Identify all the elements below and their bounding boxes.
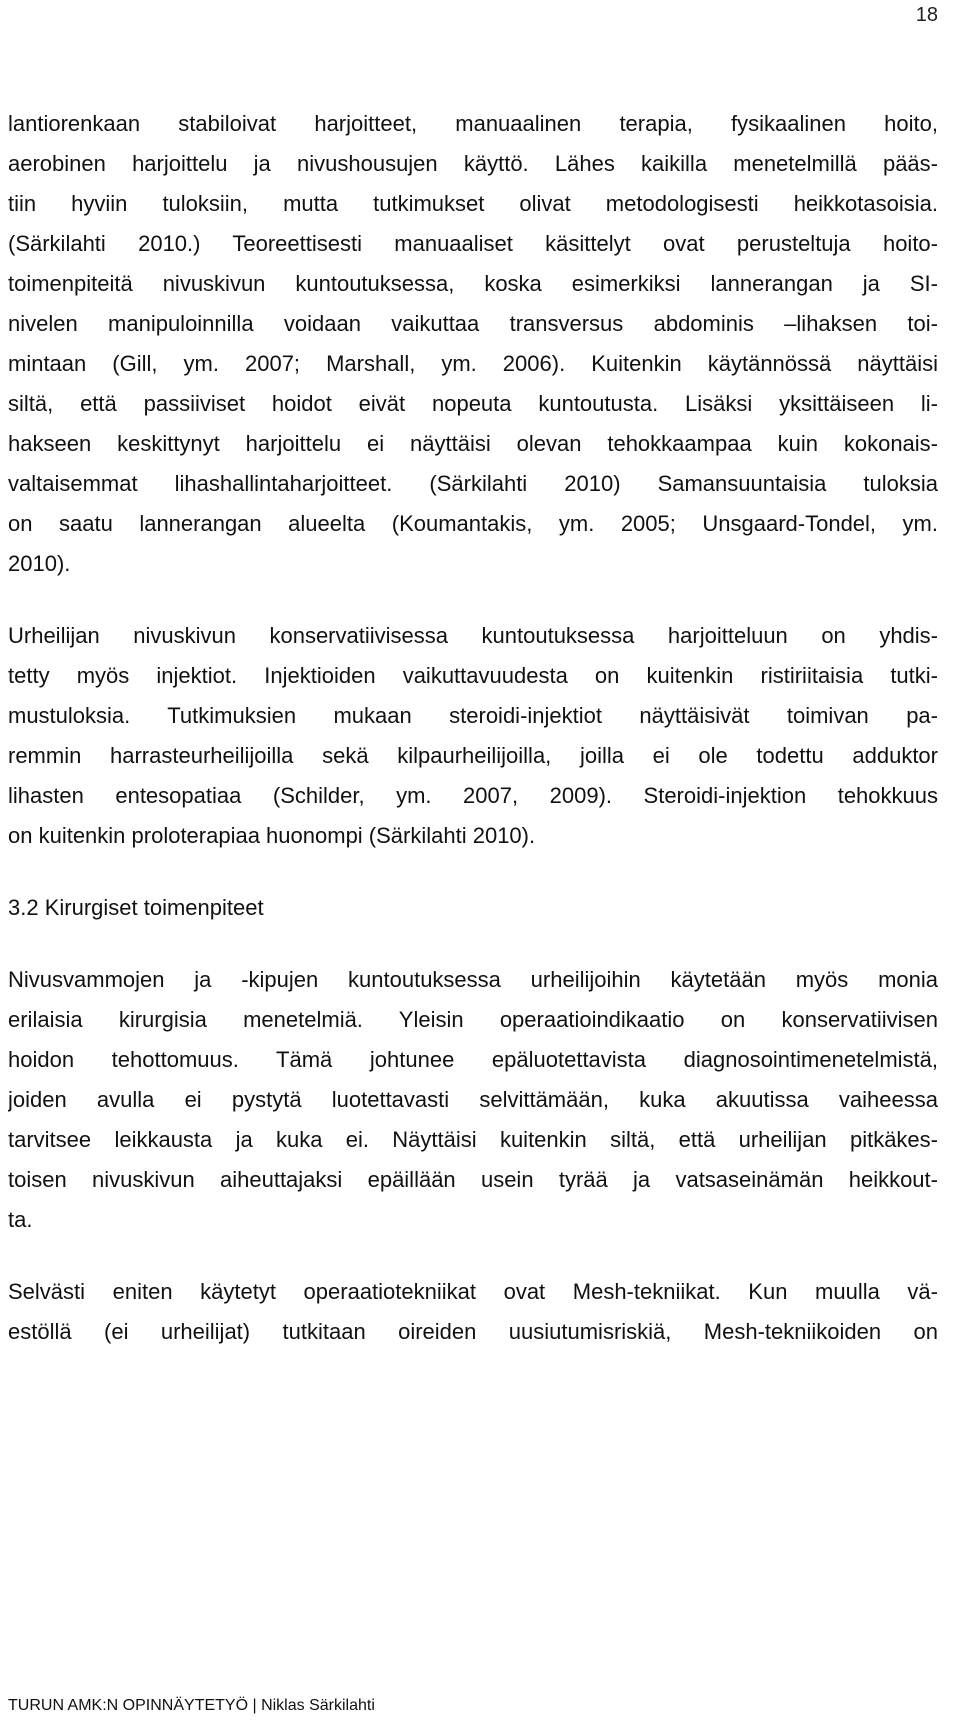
text-line: (Särkilahti 2010.) Teoreettisesti manuaaliset käsittelyt ovat perusteltuja hoito- [8, 231, 938, 256]
paragraph [8, 104, 938, 584]
text-line: aerobinen harjoittelu ja nivushousujen käyttö. Lähes kaikilla menetelmillä pääs- [8, 151, 938, 176]
page-footer: TURUN AMK:N OPINNÄYTETYÖ | Niklas Särkilahti [8, 1697, 375, 1714]
text-line: estöllä (ei urheilijat) tutkitaan oireiden uusiutumisriskiä, Mesh-tekniikoiden on [8, 1319, 938, 1344]
text-line: tetty myös injektiot. Injektioiden vaikuttavuudesta on kuitenkin ristiriitaisia tutki- [8, 663, 938, 688]
document-body [8, 104, 938, 1352]
text-line: lantiorenkaan stabiloivat harjoitteet, manuaalinen terapia, fysikaalinen hoito, [8, 111, 938, 136]
text-line: joiden avulla ei pystytä luotettavasti selvittämään, kuka akuutissa vaiheessa [8, 1087, 938, 1112]
text-line: remmin harrasteurheilijoilla sekä kilpaurheilijoilla, joilla ei ole todettu adduktor [8, 743, 938, 768]
paragraph [8, 960, 938, 1240]
text-line: 2010). [8, 551, 71, 576]
text-line: erilaisia kirurgisia menetelmiä. Yleisin operaatioindikaatio on konservatiivisen [8, 1007, 938, 1032]
section-heading: 3.2 Kirurgiset toimenpiteet [8, 895, 264, 920]
text-line: siltä, että passiiviset hoidot eivät nopeuta kuntoutusta. Lisäksi yksittäiseen li- [8, 391, 938, 416]
text-line: valtaisemmat lihashallintaharjoitteet. (Särkilahti 2010) Samansuuntaisia tuloksia [8, 471, 938, 496]
page-number: 18 [915, 4, 938, 26]
text-line: Urheilijan nivuskivun konservatiivisessa kuntoutuksessa harjoitteluun on yhdis- [8, 623, 938, 648]
text-line: on saatu lannerangan alueelta (Koumantakis, ym. 2005; Unsgaard-Tondel, ym. [8, 511, 938, 536]
paragraph-gap [8, 928, 938, 960]
text-line: mintaan (Gill, ym. 2007; Marshall, ym. 2006). Kuitenkin käytännössä näyttäisi [8, 351, 938, 376]
paragraph-gap [8, 1240, 938, 1272]
text-line: Selvästi eniten käytetyt operaatiotekniikat ovat Mesh-tekniikat. Kun muulla vä- [8, 1279, 938, 1304]
text-line: toisen nivuskivun aiheuttajaksi epäillään usein tyrää ja vatsaseinämän heikkout- [8, 1167, 938, 1192]
text-line: on kuitenkin proloterapiaa huonompi (Särkilahti 2010). [8, 823, 536, 848]
text-line: mustuloksia. Tutkimuksien mukaan steroidi-injektiot näyttäisivät toimivan pa- [8, 703, 938, 728]
text-line: tarvitsee leikkausta ja kuka ei. Näyttäisi kuitenkin siltä, että urheilijan pitkäkes- [8, 1127, 938, 1152]
paragraph-gap [8, 584, 938, 616]
text-line: ta. [8, 1207, 33, 1232]
text-line: toimenpiteitä nivuskivun kuntoutuksessa, koska esimerkiksi lannerangan ja SI- [8, 271, 938, 296]
text-line: lihasten entesopatiaa (Schilder, ym. 2007, 2009). Steroidi-injektion tehokkuus [8, 783, 938, 808]
paragraph-gap [8, 856, 938, 888]
text-line: tiin hyviin tuloksiin, mutta tutkimukset olivat metodologisesti heikkotasoisia. [8, 191, 938, 216]
text-line: Nivusvammojen ja -kipujen kuntoutuksessa urheilijoihin käytetään myös monia [8, 967, 938, 992]
text-line: nivelen manipuloinnilla voidaan vaikuttaa transversus abdominis –lihaksen toi- [8, 311, 938, 336]
paragraph [8, 616, 938, 856]
text-line: hakseen keskittynyt harjoittelu ei näyttäisi olevan tehokkaampaa kuin kokonais- [8, 431, 938, 456]
paragraph [8, 1272, 938, 1352]
text-line: hoidon tehottomuus. Tämä johtunee epäluotettavista diagnosointimenetelmistä, [8, 1047, 938, 1072]
